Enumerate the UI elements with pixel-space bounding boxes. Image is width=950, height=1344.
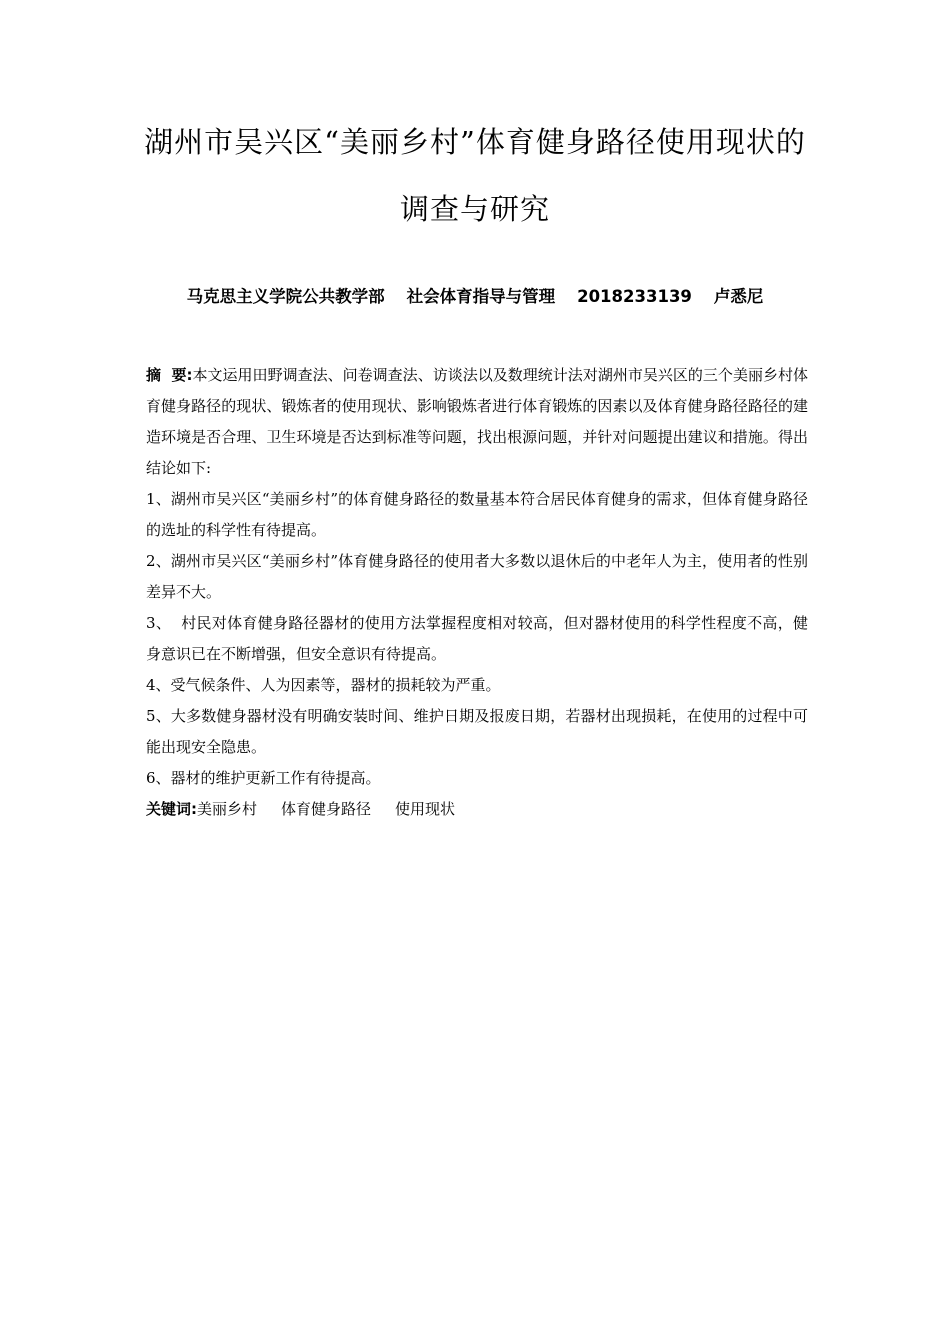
finding-item: 4、受气候条件、人为因素等，器材的损耗较为严重。 bbox=[146, 676, 501, 694]
author-student-id: 2018233139 bbox=[577, 287, 692, 306]
keyword: 使用现状 bbox=[395, 800, 456, 818]
abstract-section bbox=[146, 360, 808, 825]
author-department: 马克思主义学院公共教学部 bbox=[186, 287, 385, 306]
finding-item: 6、器材的维护更新工作有待提高。 bbox=[146, 769, 381, 787]
keyword: 美丽乡村 bbox=[197, 800, 258, 818]
abstract-text: 本文运用田野调查法、问卷调查法、访谈法以及数理统计法对湖州市吴兴区的三个美丽乡村体育健身路径的现状、锻炼者的使用现状、影响锻炼者进行体育锻炼的因素以及体育健身路径路径的建造环境是否合理、卫生环境是否达到标准等问题，找出根源问题，并针对问题提出建议和措施。得出结论如下: bbox=[146, 366, 808, 477]
keyword: 体育健身路径 bbox=[281, 800, 372, 818]
document-title-line-2: 调查与研究 bbox=[399, 192, 550, 226]
author-name: 卢悉尼 bbox=[713, 287, 764, 306]
author-major: 社会体育指导与管理 bbox=[406, 287, 556, 306]
finding-item: 3、 村民对体育健身路径器材的使用方法掌握程度相对较高，但对器材使用的科学性程度不高，健身意识已在不断增强，但安全意识有待提高。 bbox=[146, 614, 808, 663]
abstract-paragraph bbox=[146, 360, 808, 484]
finding-item: 2、湖州市吴兴区“美丽乡村”体育健身路径的使用者大多数以退休后的中老年人为主，使用者的性别差异不大。 bbox=[146, 552, 808, 601]
document-title-line-1: 湖州市吴兴区“美丽乡村”体育健身路径使用现状的 bbox=[144, 125, 806, 159]
author-info bbox=[0, 286, 950, 308]
abstract-label: 摘 要: bbox=[146, 366, 193, 384]
finding-item: 1、湖州市吴兴区“美丽乡村”的体育健身路径的数量基本符合居民体育健身的需求，但体育健身路径的选址的科学性有待提高。 bbox=[146, 490, 808, 539]
finding-item: 5、大多数健身器材没有明确安装时间、维护日期及报废日期，若器材出现损耗，在使用的过程中可能出现安全隐患。 bbox=[146, 707, 808, 756]
keywords-line bbox=[146, 794, 808, 825]
keywords-label: 关键词: bbox=[146, 800, 197, 818]
